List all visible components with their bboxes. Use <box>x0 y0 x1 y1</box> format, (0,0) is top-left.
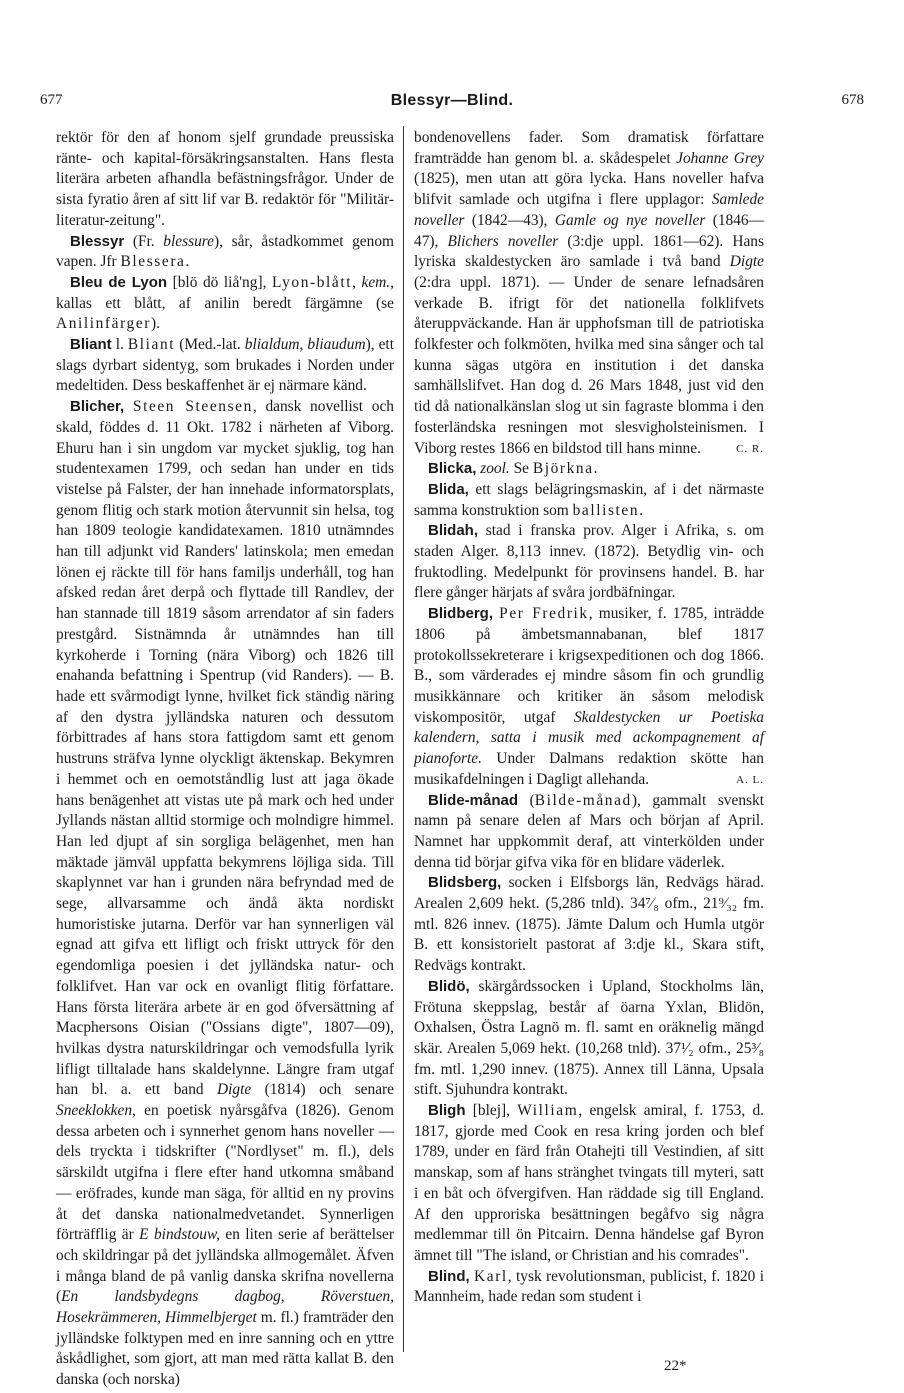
entry-blidsberg: Blidsberg, socken i Elfsborgs län, Redvägs härad. Arealen 2,609 hekt. (5,286 tnld). 34⁷⁄₈ ofm., 21⁹⁄₃₂ fm. mtl. 826 innev. (1875). Jämte Dalum och Humla utgör B. ett konsistorielt pastorat af 3:dje kl., Skara stift, Redvägs kontrakt. <box>414 874 764 975</box>
entry-blind: Blind, Karl, tysk revolutionsman, publicist, f. 1820 i Mannheim, hade redan som student i <box>414 1267 764 1306</box>
headword: Blessyr <box>70 232 125 250</box>
entry-bligh: Bligh [blej], William, engelsk amiral, f. 1753, d. 1817, gjorde med Cook en resa kring jorden och blef 1789, under en färd från Otahejti till Vestindien, af sitt manskap, som af hans stränghet tvingats till myteri, satt i en båt och öfvergifven. Han räddade sig till England. Af den upproriska besättningen begåfvo sig några medlemmar till ön Pitcairn. Denna händelse gaf Byron ämnet till "The island, or Christian and his comrades". <box>414 1102 765 1264</box>
headword: Blida, <box>428 480 469 498</box>
headword: Blidah, <box>428 522 479 540</box>
cross-reference: Björkna <box>532 460 594 478</box>
headword: Bleu de Lyon <box>70 273 168 291</box>
entry-continuation: rektör för den af honom sjelf grundade preussiska ränte- och kapital-försäkringsanstalten. Hans flesta literära arbeten afhandla befästningsfrågor. Under de sista fyratio åren af sitt lif var B. redaktör för "Militär-literatur-zeitung". <box>56 129 394 229</box>
headword: Blidsberg, <box>428 874 502 892</box>
signature-mark: 22* <box>664 1358 687 1374</box>
page-number-left: 677 <box>40 92 63 108</box>
entry-blide-manad: Blide-månad (Bilde-månad), gammalt svenskt namn på senare delen af Mars och början af April. Namnet har uppkommit deraf, att vinterkölden under denna tid börjar gifva vika för en blidare väderlek. <box>414 791 764 871</box>
headword: Blind, <box>428 1267 470 1285</box>
headword: Blide-månad <box>428 791 519 809</box>
entry-blido: Blidö, skärgårdssocken i Upland, Stockholms län, Frötuna skeppslag, består af öarna Yxlan, Blidön, Oxhalsen, Östra Lagnö m. fl. samt en oräknelig mängd skär. Arealen 5,069 hekt. (10,268 tnld). 37¹⁄₂ ofm., 25³⁄₈ fm. mtl. 1,290 innev. (1875). Annex till Länna, Upsala stift. Sjuhundra kontrakt. <box>414 977 764 1099</box>
page-header <box>40 92 864 114</box>
page-number-right: 678 <box>841 92 864 108</box>
running-title: Blessyr—Blind. <box>390 92 514 109</box>
entry-blicher: Blicher, Steen Steensen, dansk novellist och skald, föddes d. 11 Okt. 1782 i närheten af Viborg. Ehuru han i sin ungdom var mycket sjuklig, tog han studentexamen 1799, och sedan han under en tids vistelse på Falster, der han innehade informatorsplats, genom flitig och stark motion återvunnit sin helsa, tog han 1809 teologie kandidatexamen. 1810 utnämndes han till adjunkt vid Randers' latinskola; men emedan lönen ej räckte till för hans familjs underhåll, tog han afsked redan året derpå och flyttade till Randlev, der han stannade till 1819 såsom arrendator af sin faders prestgård. Sistnämnda år utnämndes han till kyrkoherde i Torning (nära Viborg) och 1826 till enahanda befattning i Spentrup (vid Randers). — B. hade ett svårmodigt lynne, hvilket fick ständig näring af den dystra jylländska naturen och dessutom förbittrades af hans stora fattigdom samt ett genom hustruns sträfva lynne olyckligt äktenskap. Bekymren i hemmet och en oemotståndlig lust att jaga ökade hans benägenhet att vistas ute på mark och hed under Jyllands nästan alltid stormige och molndigre himmel. Han led djupt af sin sorgliga belägenhet, men han mäktade jämväl uppfatta bekymrens löjliga sida. Till skaplynnet var han i grunden nära befryndad med de sege, allvarsamme och ändå äkta nordiskt humoristiske jutarna. Derför var han synnerligen väl egnad att gifva ett lifligt och friskt uttryck för den egendomliga poesien i det jylländska natur- och folklifvet. Han var ock en ovanligt flitig författare. Hans första literära arbete är en god öfversättning af Macphersons Oisian ("Ossians digte", 1807—09), hvilkas dystra naturskildringar och vemodsfulla lyrik lifligt tilltalade hans skaldelynne. Längre fram utgaf han bl. a. ett band Digte (1814) och senare Sneeklokken, en poetisk nyårsgåfva (1826). Genom dessa arbeten och i synnerhet genom hans noveller — dels tryckta i tidskrifter ("Nordlyset" m. fl.), dels särskildt utgifna i flere efter hand utkomna småband — eröfrades, kunde man säga, för alltid en ny provins åt det danska nationalmedvetandet. Synnerligen förträfflig är E bindstouw, en liten serie af berättelser och skildringar på det jylländska allmogemålet. Äfven i många bland de på vanlig danska skrifna novellerna (En landsbydegns dagbog, Röverstuen, Hosekrämmeren, Himmelbjerget m. fl.) framträder den jylländske folktypen med en inre sanning och en yttre åskådlighet, som gjort, att man med rätta kallat B. den danska (och norska) <box>56 398 394 1389</box>
entry-blessyr: Blessyr (Fr. blessure), sår, åstadkommet genom vapen. Jfr Blessera. <box>56 232 394 271</box>
left-column <box>56 128 394 1391</box>
headword: Blicher, <box>70 398 125 416</box>
entry-continuation: bondenovellens fader. Som dramatisk författare framträdde han genom bl. a. skådespelet Johanne Grey (1825), men utan att göra lycka. Hans noveller hafva blifvit samlade och utgifna i flere upplagor: Samlede noveller (1842—43), Gamle og nye noveller (1846—47), Blichers noveller (3:dje uppl. 1861—62). Hans lyriska skaldestycken äro samlade i två band Digte (2:dra uppl. 1871). — Under de senare lefnadsåren verkade B. ifrigt för det nationella folklifvets återuppväckande. Han är upphofsman till de patriotiska folkfester och folkmöten, hvilka med sina sånger och tal kunna sägas utgöra en institution i det danska samhällslifvet. Han dog d. 26 Mars 1848, just vid den tid då nationalkänslan slog ut sin fagraste blomma i den fosterländska resningen mot slesvigholsteinismen. I Viborg restes 1866 en bildstod till hans minne. C. R. <box>414 128 764 459</box>
entry-bliant: Bliant l. Bliant (Med.-lat. blialdum, bliaudum), ett slags dyrbart sidentyg, som brukades i Norden under medeltiden. Dess beskaffenhet är ej närmare känd. <box>56 336 394 395</box>
entry-blidah: Blidah, stad i franska prov. Alger i Afrika, s. om staden Alger. 8,113 innev. (1872). Betydlig vin- och fruktodling. Medelpunkt för provinsens handel. B. har flere gånger härjats af svåra jordbäfningar. <box>414 522 764 602</box>
headword: Blicka, <box>428 460 477 478</box>
column-divider <box>403 126 404 1352</box>
entry-blidberg: Blidberg, Per Fredrik, musiker, f. 1785, inträdde 1806 på ämbetsmannabanan, blef 1817 protokollssekreterare i krigsexpeditionen och dog 1866. B., som värderades ej mindre såsom fin och grundlig musikkännare och kritiker än såsom melodisk viskompositör, utgaf Skaldestycken ur Poetiska kalendern, satta i musik med ackompagnement af pianoforte. Under Dalmans redaktion skötte han musikafdelningen i Dagligt allehanda. A. L. <box>414 604 764 790</box>
headword: Bligh <box>428 1102 466 1120</box>
cross-reference: Blessera <box>120 253 186 271</box>
headword: Blidberg, <box>428 605 494 623</box>
author-signature: A. L. <box>736 773 764 786</box>
entry-blicka: Blicka, zool. Se Björkna. <box>428 460 598 478</box>
entry-bleu-de-lyon: Bleu de Lyon [blö dö liå'ng], Lyon-blått, kem., kallas ett blått, af anilin beredt färgämne (se Anilinfärger). <box>56 273 394 333</box>
headword: Blidö, <box>428 977 470 995</box>
cross-reference: Anilinfärger <box>56 315 151 333</box>
right-column <box>414 128 764 1308</box>
cross-reference: ballisten <box>572 501 640 519</box>
entry-blida: Blida, ett slags belägringsmaskin, af i det närmaste samma konstruktion som ballisten. <box>414 480 764 519</box>
headword: Bliant <box>70 336 112 354</box>
author-signature: C. R. <box>736 442 764 455</box>
